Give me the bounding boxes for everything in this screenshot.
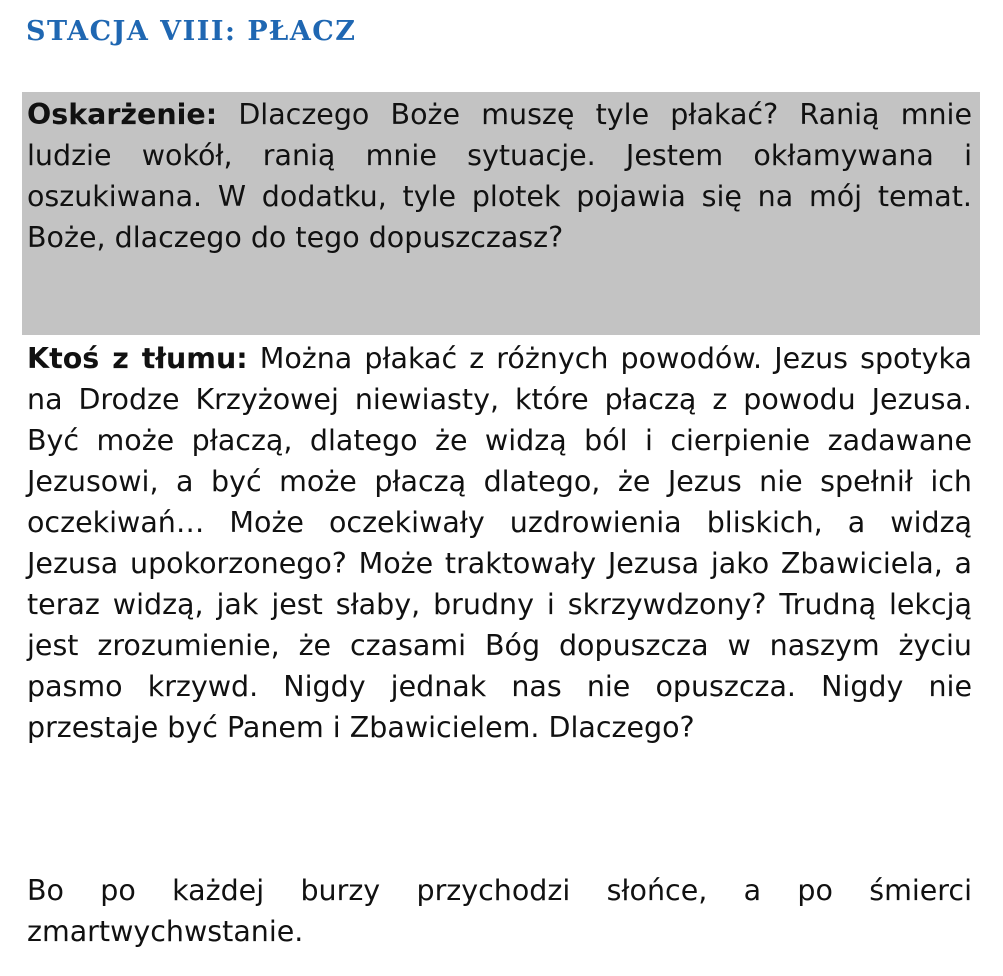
accusation-text: Dlaczego Boże muszę tyle płakać? Ranią mnie ludzie wokół, ranią mnie sytuacje. Jestem okłamywana i oszukiwana. W dodatku, tyle plotek pojawia się na mój temat. Boże, dlaczego do tego dopuszczasz? (27, 98, 972, 254)
crowd-label: Ktoś z tłumu: (27, 342, 248, 375)
crowd-paragraph (27, 338, 972, 748)
station-title: STACJA VIII: PŁACZ (26, 16, 357, 47)
accusation-label: Oskarżenie: (27, 98, 218, 131)
accusation-paragraph (27, 94, 972, 258)
crowd-text: Można płakać z różnych powodów. Jezus spotyka na Drodze Krzyżowej niewiasty, które płaczą z powodu Jezusa. Być może płaczą, dlatego że widzą ból i cierpienie zadawane Jezusowi, a być może płaczą dlatego, że Jezus nie spełnił ich oczekiwań… Może oczekiwały uzdrowienia bliskich, a widzą Jezusa upokorzonego? Może traktowały Jezusa jako Zbawiciela, a teraz widzą, jak jest słaby, brudny i skrzywdzony? Trudną lekcją jest zrozumienie, że czasami Bóg dopuszcza w naszym życiu pasmo krzywd. Nigdy jednak nas nie opuszcza. Nigdy nie przestaje być Panem i Zbawicielem. Dlaczego? (27, 342, 972, 744)
closing-paragraph: Bo po każdej burzy przychodzi słońce, a po śmierci zmartwychwstanie. (27, 874, 972, 948)
